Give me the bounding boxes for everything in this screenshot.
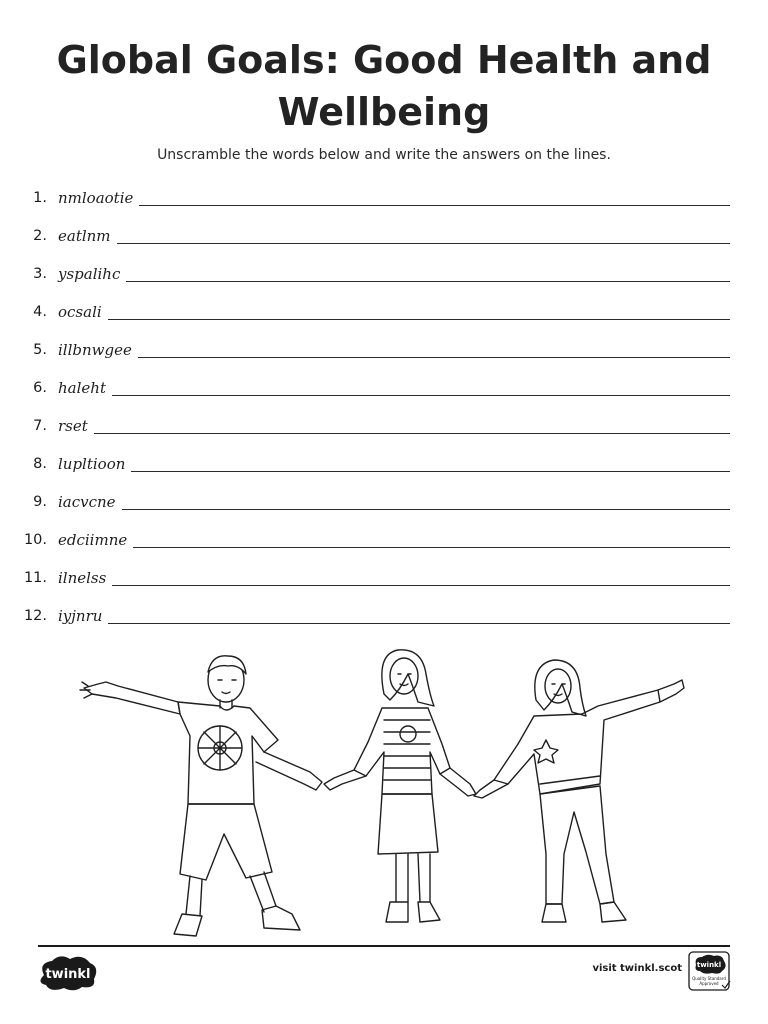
scrambled-word: edciimne (58, 531, 128, 549)
answer-line[interactable] (94, 419, 730, 434)
item-number: 11. (23, 570, 47, 586)
scrambled-word: yspalihc (58, 265, 121, 283)
child-middle (324, 650, 476, 922)
item-number: 4. (33, 304, 47, 320)
list-item (0, 184, 768, 208)
item-number: 1. (33, 190, 47, 206)
item-number: 6. (33, 380, 47, 396)
list-item (0, 488, 768, 512)
answer-line[interactable] (131, 457, 730, 472)
item-number: 2. (33, 228, 47, 244)
scrambled-word: iacvcne (58, 493, 116, 511)
visit-link[interactable]: visit twinkl.scot (592, 963, 682, 974)
children-holding-hands-illustration (78, 644, 690, 944)
scrambled-word: haleht (58, 379, 106, 397)
answer-line[interactable] (133, 533, 730, 548)
scrambled-word: ocsali (58, 303, 102, 321)
item-number: 3. (33, 266, 47, 282)
item-number: 10. (23, 532, 47, 548)
list-item (0, 564, 768, 588)
list-item (0, 412, 768, 436)
quality-badge (688, 951, 732, 993)
answer-line[interactable] (112, 571, 730, 586)
badge-caption-2: Approved (699, 981, 719, 986)
child-left (80, 656, 322, 936)
scrambled-word: iyjnru (58, 607, 103, 625)
answer-line[interactable] (139, 191, 730, 206)
list-item (0, 450, 768, 474)
answer-line[interactable] (108, 609, 730, 624)
list-item (0, 298, 768, 322)
page-title (0, 34, 768, 138)
child-right (474, 660, 684, 922)
scrambled-word: nmloaotie (58, 189, 134, 207)
answer-line[interactable] (108, 305, 730, 320)
twinkl-logo[interactable] (36, 955, 100, 993)
list-item (0, 602, 768, 626)
logo-text: twinkl (45, 967, 91, 982)
badge-caption-1: Quality Standard (692, 976, 726, 981)
scrambled-word: ilnelss (58, 569, 107, 587)
badge-brand: twinkl (696, 961, 722, 969)
footer-divider (38, 945, 730, 947)
answer-line[interactable] (138, 343, 730, 358)
scrambled-word: illbnwgee (58, 341, 132, 359)
item-number: 5. (33, 342, 47, 358)
scrambled-word: rset (58, 417, 88, 435)
title-line-1: Global Goals: Good Health and (56, 38, 712, 82)
instructions: Unscramble the words below and write the answers on the lines. (157, 147, 611, 163)
scrambled-word: eatlnm (58, 227, 111, 245)
answer-line[interactable] (117, 229, 730, 244)
list-item (0, 526, 768, 550)
answer-line[interactable] (126, 267, 730, 282)
answer-line[interactable] (112, 381, 730, 396)
list-item (0, 336, 768, 360)
scrambled-word: lupltioon (58, 455, 126, 473)
list-item (0, 374, 768, 398)
item-number: 12. (23, 608, 47, 624)
item-number: 7. (33, 418, 47, 434)
list-item (0, 260, 768, 284)
answer-line[interactable] (122, 495, 730, 510)
title-line-2: Wellbeing (277, 90, 491, 134)
item-number: 9. (33, 494, 47, 510)
item-number: 8. (33, 456, 47, 472)
list-item (0, 222, 768, 246)
